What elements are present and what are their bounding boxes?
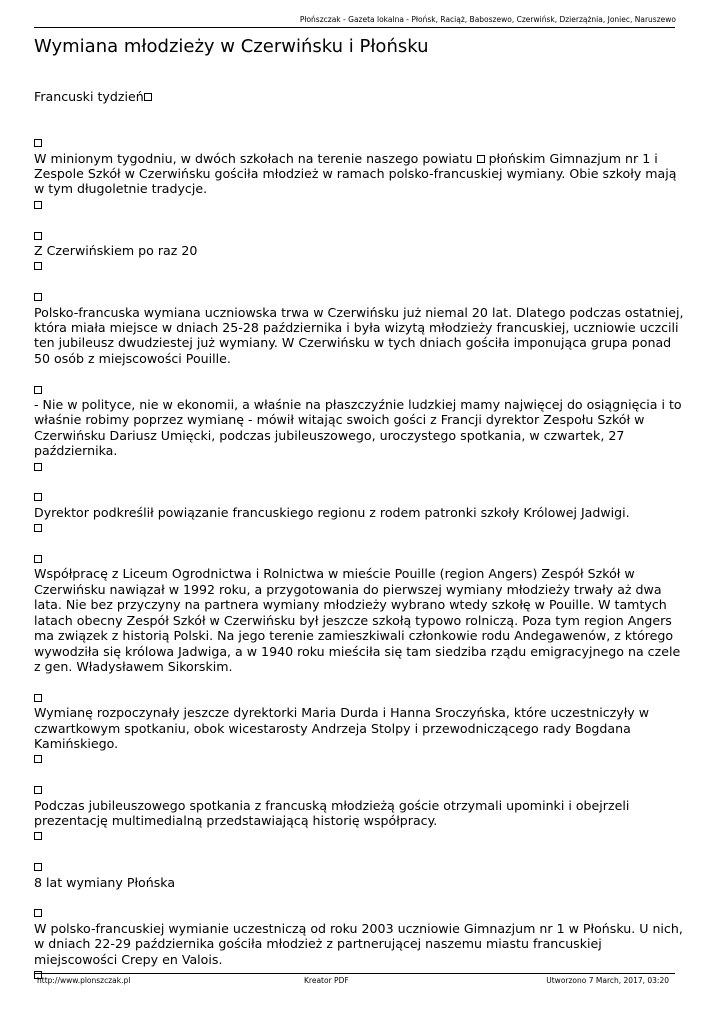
missing-glyph-box xyxy=(34,386,42,394)
missing-glyph-box xyxy=(34,463,42,471)
missing-glyph-box xyxy=(34,755,42,763)
missing-glyph-box xyxy=(34,524,42,532)
missing-glyph-box xyxy=(477,155,485,163)
footer-generator: Kreator PDF xyxy=(304,976,349,985)
missing-glyph-box xyxy=(34,555,42,563)
subheading-plonsk: 8 lat wymiany Płońska xyxy=(34,874,176,890)
paragraph-1-part-a: W minionym tygodniu, w dwóch szkołach na terenie naszego powiatu xyxy=(34,150,473,166)
missing-glyph-box xyxy=(34,293,42,301)
paragraph-6: Wymianę rozpoczynały jeszcze dyrektorki Maria Durda i Hanna Sroczyńska, które uczestniczyły w czwartkowym spotkaniu, obok wicestarosty Andrzeja Stolpy i przewodniczącego rady Bogdana Kamińskiego. xyxy=(34,705,650,751)
header-divider xyxy=(34,27,675,28)
paragraph-2: Polsko-francuska wymiana uczniowska trwa w Czerwińsku już niemal 20 lat. Dlatego podczas ostatniej, która miała miejsce w dniach 25-28 października i była wizytą młodzieży francuskiej, uczniowie uczcili ten jubileusz dwudziestej już wymiany. W Czerwińsku w tych dniach gościła imponująca grupa ponad 50 osób z miejscowości Pouille. xyxy=(34,304,684,366)
paragraph-1-part-b: płońskim Gimnazjum nr 1 i Zespole Szkół w Czerwińsku gościła młodzież w ramach polsko-francuskiej wymiany. Obie szkoły mają w tym długoletnie tradycje. xyxy=(34,150,677,197)
missing-glyph-box xyxy=(34,694,42,702)
footer-divider xyxy=(34,973,675,974)
missing-glyph-box xyxy=(34,139,42,147)
footer-site-link[interactable]: http://www.plonszczak.pl xyxy=(37,976,131,985)
missing-glyph-box xyxy=(34,909,42,917)
missing-glyph-box xyxy=(34,232,42,240)
paragraph-5: Współpracę z Liceum Ogrodnictwa i Rolnictwa w mieście Pouille (region Angers) Zespół Szkół w Czerwińsku nawiązał w 1992 roku, a przygotowania do pierwszej wymiany młodzieży trwały aż dwa lata. Nie bez przyczyny na partnera wymiany młodzieży wybrano wtedy szkołę w Pouille. W tamtych latach obecny Zespół Szkół w Czerwińsku był jeszcze szkołą typowo rolniczą. Poza tym region Angers ma związek z historią Polski. Na jego terenie zamieszkiwali członkowie rodu Andegawenów, z którego wywodziła się królowa Jadwiga, a w 1940 roku mieściła się tam siedziba rządu emigracyjnego na czele z gen. Władysławem Sikorskim. xyxy=(34,566,681,674)
paragraph-8: W polsko-francuskiej wymianie uczestniczą od roku 2003 uczniowie Gimnazjum nr 1 w Płońsku. U nich, w dniach 22-29 października gościła młodzież z partnerującej naszemu miastu francuskiej miejscowości Crepy en Valois. xyxy=(34,920,683,967)
missing-glyph-box xyxy=(34,262,42,270)
missing-glyph-box xyxy=(144,93,152,101)
missing-glyph-box xyxy=(34,832,42,840)
missing-glyph-box xyxy=(34,493,42,501)
paragraph-1 xyxy=(34,151,684,197)
footer-created-date: Utworzono 7 March, 2017, 03:20 xyxy=(546,976,669,985)
lead-line xyxy=(34,89,684,104)
article-title: Wymiana młodzieży w Czerwińsku i Płońsku xyxy=(34,36,429,57)
missing-glyph-box xyxy=(34,863,42,871)
paragraph-7: Podczas jubileuszowego spotkania z francuską młodzieżą goście otrzymali upominki i obejrzeli prezentację multimedialną przedstawiającą historię współpracy. xyxy=(34,797,630,828)
paragraph-4: Dyrektor podkreślił powiązanie francuskiego regionu z rodem patronki szkoły Królowej Jadwigi. xyxy=(34,504,630,520)
subheading-czerwinsk: Z Czerwińskiem po raz 20 xyxy=(34,243,198,259)
site-header-line: Płońszczak - Gazeta lokalna - Płońsk, Raciąż, Baboszewo, Czerwińsk, Dzierzążnia, Joniec, Naruszewo xyxy=(299,15,676,24)
paragraph-3: - Nie w polityce, nie w ekonomii, a właśnie na płaszczyźnie ludzkiej mamy najwięcej do osiągnięcia i to właśnie robimy poprzez wymianę - mówił witając swoich gości z Francji dyrektor Zespołu Szkół w Czerwińsku Dariusz Umięcki, podczas jubileuszowego, uroczystego spotkania, w czwartek, 27 października. xyxy=(34,397,682,459)
missing-glyph-box xyxy=(34,201,42,209)
article-body xyxy=(34,89,684,982)
missing-glyph-box xyxy=(34,786,42,794)
lead-text: Francuski tydzień xyxy=(34,89,144,104)
